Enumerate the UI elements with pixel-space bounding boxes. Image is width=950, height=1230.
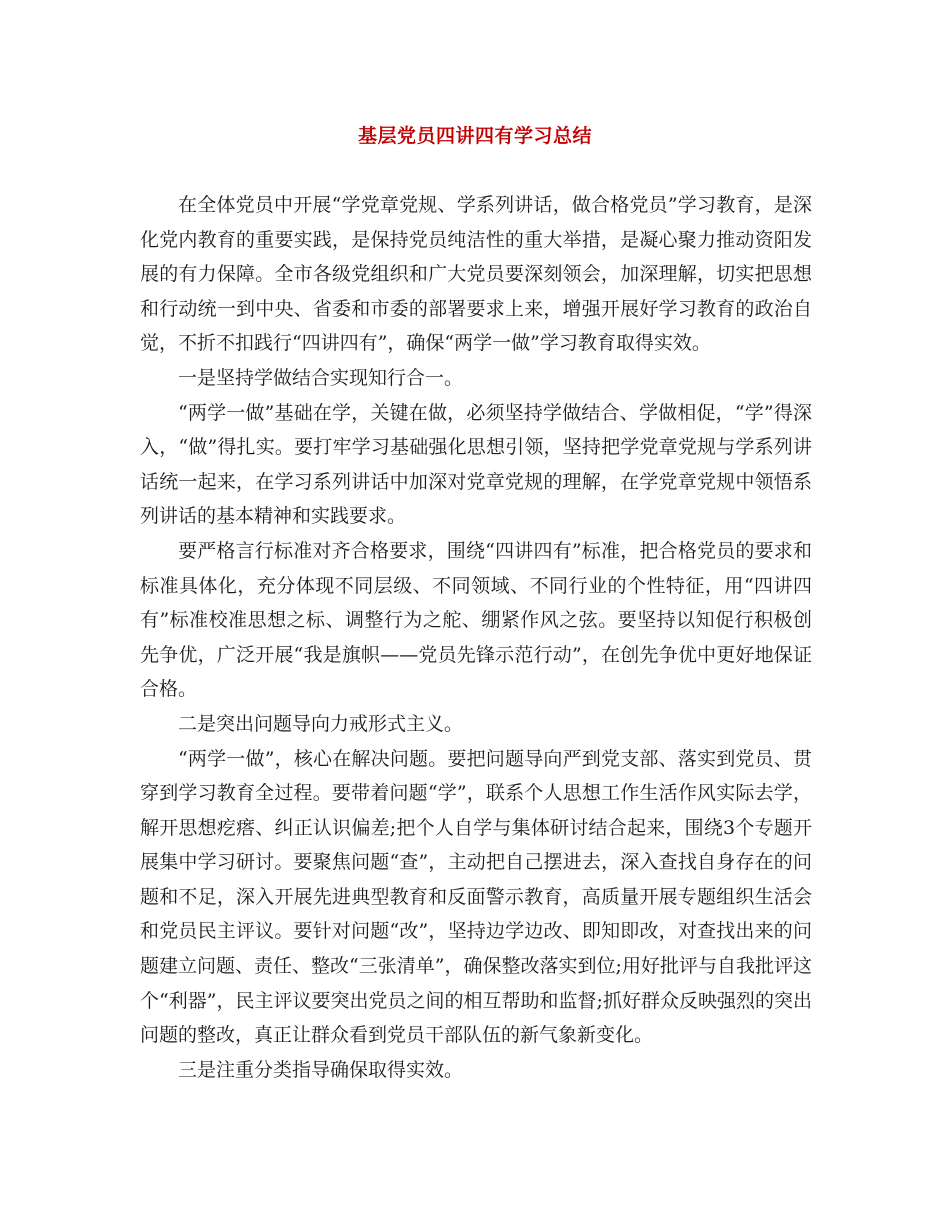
paragraph-1a: “两学一做”基础在学，关键在做，必须坚持学做结合、学做相促，“学”得深入，“做”得扎实。要打牢学习基础强化思想引领，坚持把学党章党规与学系列讲话统一起来，在学习系列讲话中加深对党章党规的理解，在学党章党规中领悟系列讲话的基本精神和实践要求。 <box>140 401 812 528</box>
section-heading-2: 二是突出问题导向力戒形式主义。 <box>178 712 464 735</box>
section-heading-3: 三是注重分类指导确保取得实效。 <box>178 1058 464 1081</box>
document-title: 基层党员四讲四有学习总结 <box>357 125 592 147</box>
section-heading-1: 一是坚持学做结合实现知行合一。 <box>178 366 464 389</box>
paragraph-2a: “两学一做”，核心在解决问题。要把问题导向严到党支部、落实到党员、贯穿到学习教育全过程。要带着问题“学”，联系个人思想工作生活作风实际去学，解开思想疙瘩、纠正认识偏差;把个人自学与集体研讨结合起来，围绕3个专题开展集中学习研讨。要聚焦问题“查”，主动把自己摆进去，深入查找自身存在的问题和不足，深入开展先进典型教育和反面警示教育，高质量开展专题组织生活会和党员民主评议。要针对问题“改”，坚持边学边改、即知即改，对查找出来的问题建立问题、责任、整改“三张清单”，确保整改落实到位;用好批评与自我批评这个“利器”，民主评议要突出党员之间的相互帮助和监督;抓好群众反映强烈的突出问题的整改，真正让群众看到党员干部队伍的新气象新变化。 <box>140 747 812 1047</box>
paragraph-1b: 要严格言行标准对齐合格要求，围绕“四讲四有”标准，把合格党员的要求和标准具体化，充分体现不同层级、不同领域、不同行业的个性特征，用“四讲四有”标准校准思想之标、调整行为之舵、绷紧作风之弦。要坚持以知促行积极创先争优，广泛开展“我是旗帜——党员先锋示范行动”，在创先争优中更好地保证合格。 <box>140 539 812 701</box>
paragraph-intro: 在全体党员中开展“学党章党规、学系列讲话，做合格党员”学习教育，是深化党内教育的重要实践，是保持党员纯洁性的重大举措，是凝心聚力推动资阳发展的有力保障。全市各级党组织和广大党员要深刻领会，加深理解，切实把思想和行动统一到中央、省委和市委的部署要求上来，增强开展好学习教育的政治自觉，不折不扣践行“四讲四有”，确保“两学一做”学习教育取得实效。 <box>140 194 812 355</box>
document-body <box>140 188 812 1087</box>
